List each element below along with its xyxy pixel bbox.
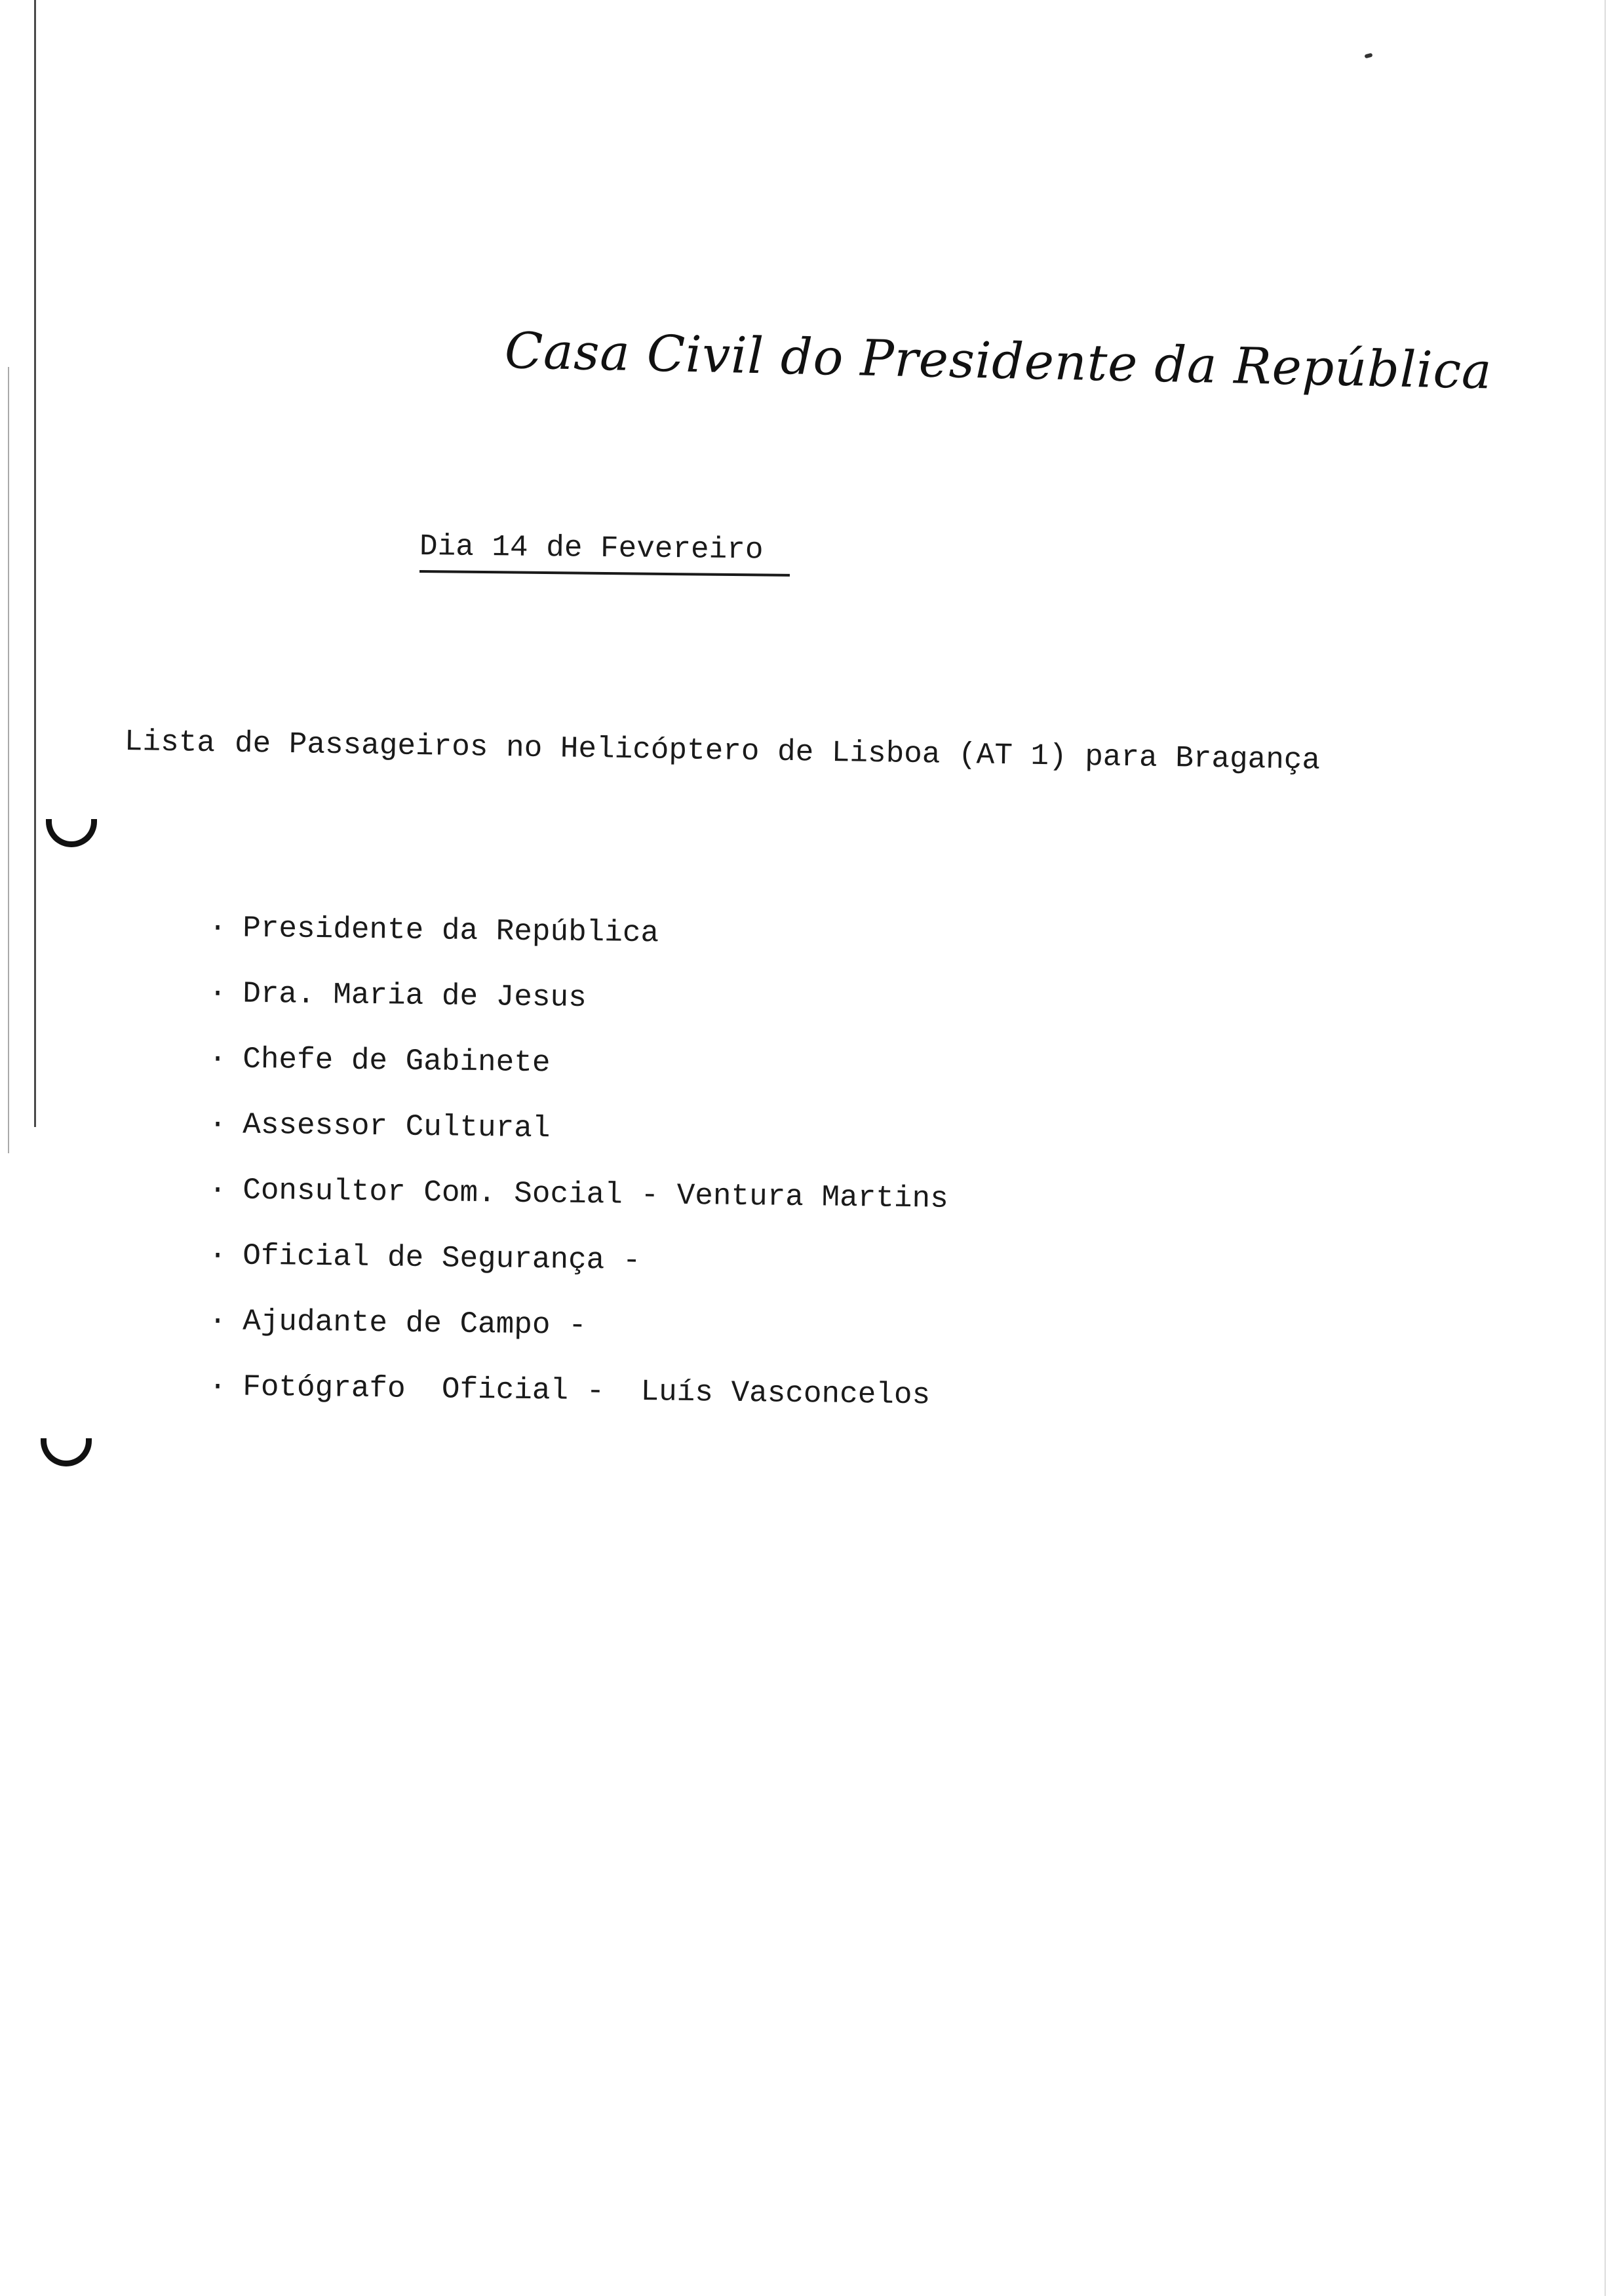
bullet: · xyxy=(208,1304,227,1339)
list-item xyxy=(208,1367,948,1442)
scan-speck xyxy=(1364,53,1372,59)
passenger-name: Fotógrafo Oficial - Luís Vasconcelos xyxy=(242,1369,931,1413)
scan-edge-right xyxy=(1605,0,1606,2296)
document-date: Dia 14 de Fevereiro xyxy=(419,529,764,567)
list-item xyxy=(208,908,948,983)
bullet: · xyxy=(208,911,227,946)
bullet: · xyxy=(208,1107,227,1142)
passenger-list xyxy=(208,908,948,1432)
scan-edge-left xyxy=(34,0,36,1127)
passenger-name: Consultor Com. Social - Ventura Martins xyxy=(242,1173,949,1216)
staple-mark xyxy=(46,819,97,847)
list-title xyxy=(125,725,1321,778)
passenger-name: Assessor Cultural xyxy=(242,1107,551,1146)
list-title-first-word: Lista xyxy=(124,725,216,761)
letterhead: Casa Civil do Presidente da República xyxy=(504,321,1493,400)
bullet: · xyxy=(208,1369,227,1404)
passenger-name: Oficial de Segurança - xyxy=(242,1238,641,1278)
list-item xyxy=(208,1236,948,1311)
passenger-name: Presidente da República xyxy=(242,911,659,951)
list-item xyxy=(208,1105,948,1179)
scan-edge-left-faint xyxy=(8,367,9,1153)
list-item xyxy=(208,1301,948,1376)
list-item xyxy=(208,974,948,1048)
bullet: · xyxy=(208,1238,227,1273)
passenger-name: Dra. Maria de Jesus xyxy=(242,976,587,1016)
date-underline xyxy=(419,570,790,577)
list-title-rest: de Passageiros no Helicóptero de Lisboa (AT 1) para Bragança xyxy=(234,726,1321,778)
staple-mark xyxy=(41,1438,92,1466)
bullet: · xyxy=(208,976,227,1011)
list-item xyxy=(208,1170,948,1245)
bullet: · xyxy=(208,1173,227,1208)
list-item xyxy=(208,1039,948,1114)
bullet: · xyxy=(208,1042,227,1077)
passenger-name: Chefe de Gabinete xyxy=(242,1042,551,1081)
passenger-name: Ajudante de Campo - xyxy=(242,1304,587,1343)
